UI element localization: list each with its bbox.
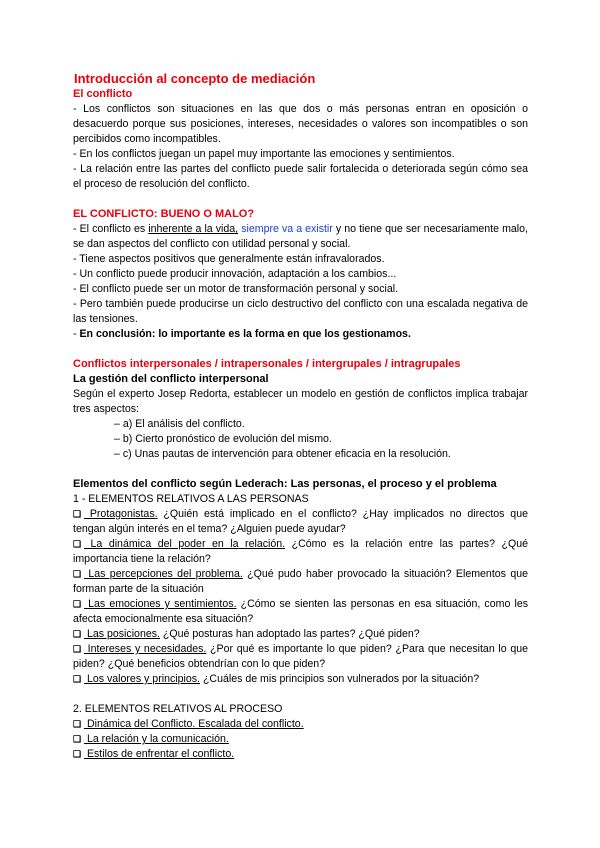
list-item: – a) El análisis del conflicto. — [114, 418, 245, 430]
checkbox-bullet-icon: ❑ — [73, 734, 82, 744]
underlined-text: Estilos de enfrentar el conflicto. — [84, 748, 235, 760]
underlined-text: Las posiciones. — [84, 628, 160, 640]
list-item — [73, 597, 528, 627]
subheading-people: 1 - ELEMENTOS RELATIVOS A LAS PERSONAS — [73, 493, 309, 505]
subheading-interpersonal: La gestión del conflicto interpersonal — [73, 373, 269, 385]
underlined-text: La dinámica del poder en la relación. — [84, 538, 286, 550]
checkbox-bullet-icon: ❑ — [73, 539, 82, 549]
underlined-text: Intereses y necesidades. — [84, 643, 207, 655]
bold-text: En conclusión: lo importante es la forma en que los gestionamos. — [79, 328, 411, 340]
list-item: – c) Unas pautas de intervención para obtener eficacia en la resolución. — [114, 448, 451, 460]
paragraph: - El conflicto puede ser un motor de transformación personal y social. — [73, 283, 399, 295]
highlighted-text: siempre va a existir — [238, 223, 333, 235]
section-heading-conflict: El conflicto — [73, 88, 133, 100]
text: ¿Cuáles de mis principios son vulnerados por la situación? — [200, 673, 480, 685]
text: ¿Cómo se sienten las personas en esa situación, como les afecta emocionalmente esa situación? — [73, 598, 529, 625]
document-page — [73, 71, 528, 762]
checkbox-bullet-icon: ❑ — [73, 509, 82, 519]
section-heading-conflict-types: Conflictos interpersonales / intrapersonales / intergrupales / intragrupales — [73, 358, 461, 370]
list-item: – b) Cierto pronóstico de evolución del mismo. — [114, 433, 332, 445]
checkbox-bullet-icon: ❑ — [73, 629, 82, 639]
list-item — [73, 672, 528, 687]
paragraph: - La relación entre las partes del conflicto puede salir fortalecida o deteriorada según cómo sea el proceso de resolución del conflicto. — [73, 163, 528, 190]
paragraph: - Un conflicto puede producir innovación, adaptación a los cambios... — [73, 268, 397, 280]
text: ¿Qué pudo haber provocado la situación? Elementos que forman parte de la situación — [73, 568, 528, 595]
paragraph: - Pero también puede producirse un ciclo destructivo del conflicto con una escalada negativa de las tensiones. — [73, 298, 528, 325]
paragraph — [73, 327, 528, 342]
checkbox-bullet-icon: ❑ — [73, 719, 82, 729]
underlined-text: Los valores y principios. — [84, 673, 200, 685]
paragraph: Según el experto Josep Redorta, establecer un modelo en gestión de conflictos implica trabajar tres aspectos: — [73, 388, 528, 415]
list-item — [73, 567, 528, 597]
text: ¿Cómo es la relación entre las partes? ¿Qué importancia tiene la relación? — [73, 538, 528, 565]
paragraph — [73, 222, 528, 252]
subheading-process: 2. ELEMENTOS RELATIVOS AL PROCESO — [73, 703, 283, 715]
document-title: Introducción al concepto de mediación — [74, 71, 316, 86]
paragraph: - Tiene aspectos positivos que generalmente están infravalorados. — [73, 253, 385, 265]
underlined-text: Las percepciones del problema. — [84, 568, 243, 580]
list-item — [73, 732, 528, 747]
text: ¿Qué posturas han adoptado las partes? ¿Qué piden? — [159, 628, 420, 640]
list-item — [73, 642, 528, 672]
underlined-text: Protagonistas. — [84, 508, 158, 520]
underlined-text: Las emociones y sentimientos. — [84, 598, 237, 610]
checkbox-bullet-icon: ❑ — [73, 569, 82, 579]
underlined-text: inherente a la vida, — [148, 223, 239, 235]
text: - — [73, 328, 80, 340]
text: ¿Quién está implicado en el conflicto? ¿Hay implicados no directos que tengan algún interés en el tema? ¿Alguien puede ayudar? — [73, 508, 528, 535]
underlined-text: La relación y la comunicación. — [84, 733, 229, 745]
list-item — [73, 537, 528, 567]
checkbox-bullet-icon: ❑ — [73, 599, 82, 609]
checkbox-bullet-icon: ❑ — [73, 674, 82, 684]
checkbox-bullet-icon: ❑ — [73, 644, 82, 654]
paragraph: - Los conflictos son situaciones en las que dos o más personas entran en oposición o desacuerdo porque sus posiciones, intereses, necesidades o valores son incompatibles o son percibidos como incompatibles. — [73, 103, 528, 145]
list-item — [73, 627, 528, 642]
text: ¿Por qué es importante lo que piden? ¿Para que necesitan lo que piden? ¿Qué beneficios obtendrían con lo que piden? — [73, 643, 529, 670]
list-item — [73, 747, 528, 762]
section-heading-good-or-bad: EL CONFLICTO: BUENO O MALO? — [73, 208, 255, 220]
list-item — [73, 717, 528, 732]
section-heading-lederach: Elementos del conflicto según Lederach: Las personas, el proceso y el problema — [73, 478, 497, 490]
text: - El conflicto es — [73, 223, 149, 235]
text: y no tiene que ser necesariamente malo, se dan aspectos del conflicto con utilidad personal y social. — [73, 223, 528, 250]
list-item — [73, 507, 528, 537]
paragraph: - En los conflictos juegan un papel muy importante las emociones y sentimientos. — [73, 148, 455, 160]
checkbox-bullet-icon: ❑ — [73, 749, 82, 759]
underlined-text: Dinámica del Conflicto. Escalada del conflicto. — [84, 718, 304, 730]
